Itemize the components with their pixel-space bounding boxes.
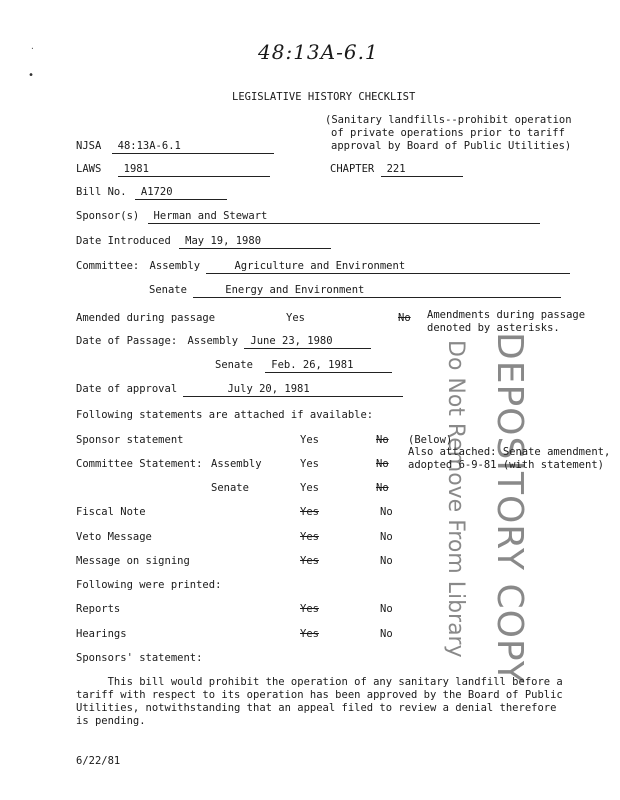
printed-heading: Following were printed: xyxy=(76,579,222,591)
passage-senate-label: Senate xyxy=(215,359,253,371)
njsa-field xyxy=(76,140,274,154)
handwritten-statute-number: 48:13A-6.1 xyxy=(258,40,379,64)
hearings-label: Hearings xyxy=(76,628,127,640)
sponsors-value: Herman and Stewart xyxy=(148,210,540,224)
amended-note-1: Amendments during passage xyxy=(427,309,586,321)
amended-no: No xyxy=(398,312,411,324)
date-introduced-field xyxy=(76,235,331,249)
committee-assembly-row xyxy=(76,260,570,274)
committee-statement-note-1: Also attached: Senate amendment, xyxy=(408,446,611,458)
committee-statement-assembly-yes: Yes xyxy=(300,458,319,470)
page-title: LEGISLATIVE HISTORY CHECKLIST xyxy=(232,91,416,103)
fiscal-note-yes: Yes xyxy=(300,506,319,518)
committee-statement-senate-no: No xyxy=(376,482,389,494)
passage-assembly-label: Assembly xyxy=(187,335,239,347)
laws-value: 1981 xyxy=(118,163,270,177)
margin-mark: • xyxy=(28,70,35,81)
chapter-field xyxy=(330,163,463,177)
margin-mark: · xyxy=(30,44,35,53)
sponsors-statement-heading: Sponsors' statement: xyxy=(76,652,203,664)
sponsor-statement-yes: Yes xyxy=(300,434,319,446)
veto-message-label: Veto Message xyxy=(76,531,152,543)
bill-label: Bill No. xyxy=(76,186,127,198)
laws-field xyxy=(76,163,270,177)
statement-line-2: tariff with respect to its operation has been approved by the Board of Public xyxy=(76,689,563,701)
veto-message-yes: Yes xyxy=(300,531,319,543)
statement-line-4: is pending. xyxy=(76,715,146,727)
chapter-label: CHAPTER xyxy=(330,163,375,175)
sponsor-statement-note: (Below) xyxy=(408,434,453,446)
committee-statement-senate-yes: Yes xyxy=(300,482,319,494)
statement-line-1: This bill would prohibit the operation of any sanitary landfill before a xyxy=(76,676,563,688)
committee-senate-label: Senate xyxy=(149,284,187,296)
committee-statement-assembly-no: No xyxy=(376,458,389,470)
depository-stamp-main: DEPOSITORY COPY xyxy=(489,332,530,684)
approval-field xyxy=(76,383,403,397)
amended-note-2: denoted by asterisks. xyxy=(427,322,560,334)
amended-label: Amended during passage xyxy=(76,312,216,324)
reports-no: No xyxy=(380,603,393,615)
chapter-value: 221 xyxy=(381,163,463,177)
passage-assembly-value: June 23, 1980 xyxy=(244,335,371,349)
bill-value: A1720 xyxy=(135,186,227,200)
veto-message-no: No xyxy=(380,531,393,543)
hearings-yes: Yes xyxy=(300,628,319,640)
reports-label: Reports xyxy=(76,603,121,615)
committee-statement-senate-label: Senate xyxy=(211,482,249,494)
description-line-1: (Sanitary landfills--prohibit operation xyxy=(325,114,572,126)
reports-yes: Yes xyxy=(300,603,319,615)
approval-label: Date of approval xyxy=(76,383,178,395)
passage-label: Date of Passage: xyxy=(76,335,178,347)
depository-stamp-sub: Do Not Remove From Library xyxy=(443,340,468,658)
fiscal-note-label: Fiscal Note xyxy=(76,506,146,518)
message-signing-no: No xyxy=(380,555,393,567)
committee-senate-value: Energy and Environment xyxy=(193,284,561,298)
sponsors-label: Sponsor(s) xyxy=(76,210,140,222)
committee-label: Committee: xyxy=(76,260,140,272)
passage-senate-row xyxy=(215,359,392,373)
committee-statement-label: Committee Statement: xyxy=(76,458,203,470)
date-introduced-value: May 19, 1980 xyxy=(179,235,331,249)
sponsor-statement-label: Sponsor statement xyxy=(76,434,184,446)
committee-statement-assembly-label: Assembly xyxy=(211,458,262,470)
hearings-no: No xyxy=(380,628,393,640)
message-signing-yes: Yes xyxy=(300,555,319,567)
description-line-2: of private operations prior to tariff xyxy=(331,127,565,139)
fiscal-note-no: No xyxy=(380,506,393,518)
amended-yes: Yes xyxy=(286,312,305,324)
date-introduced-label: Date Introduced xyxy=(76,235,171,247)
bill-field xyxy=(76,186,227,200)
njsa-value: 48:13A-6.1 xyxy=(112,140,274,154)
approval-value: July 20, 1981 xyxy=(183,383,403,397)
passage-assembly-row xyxy=(76,335,371,349)
committee-statement-note-2: adopted 6-9-81 (with statement) xyxy=(408,459,604,471)
description-line-3: approval by Board of Public Utilities) xyxy=(331,140,572,152)
committee-senate-row xyxy=(149,284,561,298)
njsa-label: NJSA xyxy=(76,140,102,152)
statements-heading: Following statements are attached if available: xyxy=(76,409,374,421)
committee-assembly-value: Agriculture and Environment xyxy=(206,260,570,274)
statement-line-3: Utilities, notwithstanding that an appeal filed to review a denial therefore xyxy=(76,702,557,714)
committee-assembly-label: Assembly xyxy=(149,260,201,272)
passage-senate-value: Feb. 26, 1981 xyxy=(265,359,392,373)
sponsor-statement-no: No xyxy=(376,434,389,446)
footer-code: 6/22/81 xyxy=(76,755,121,767)
laws-label: LAWS xyxy=(76,163,102,175)
message-signing-label: Message on signing xyxy=(76,555,190,567)
sponsors-field xyxy=(76,210,540,224)
